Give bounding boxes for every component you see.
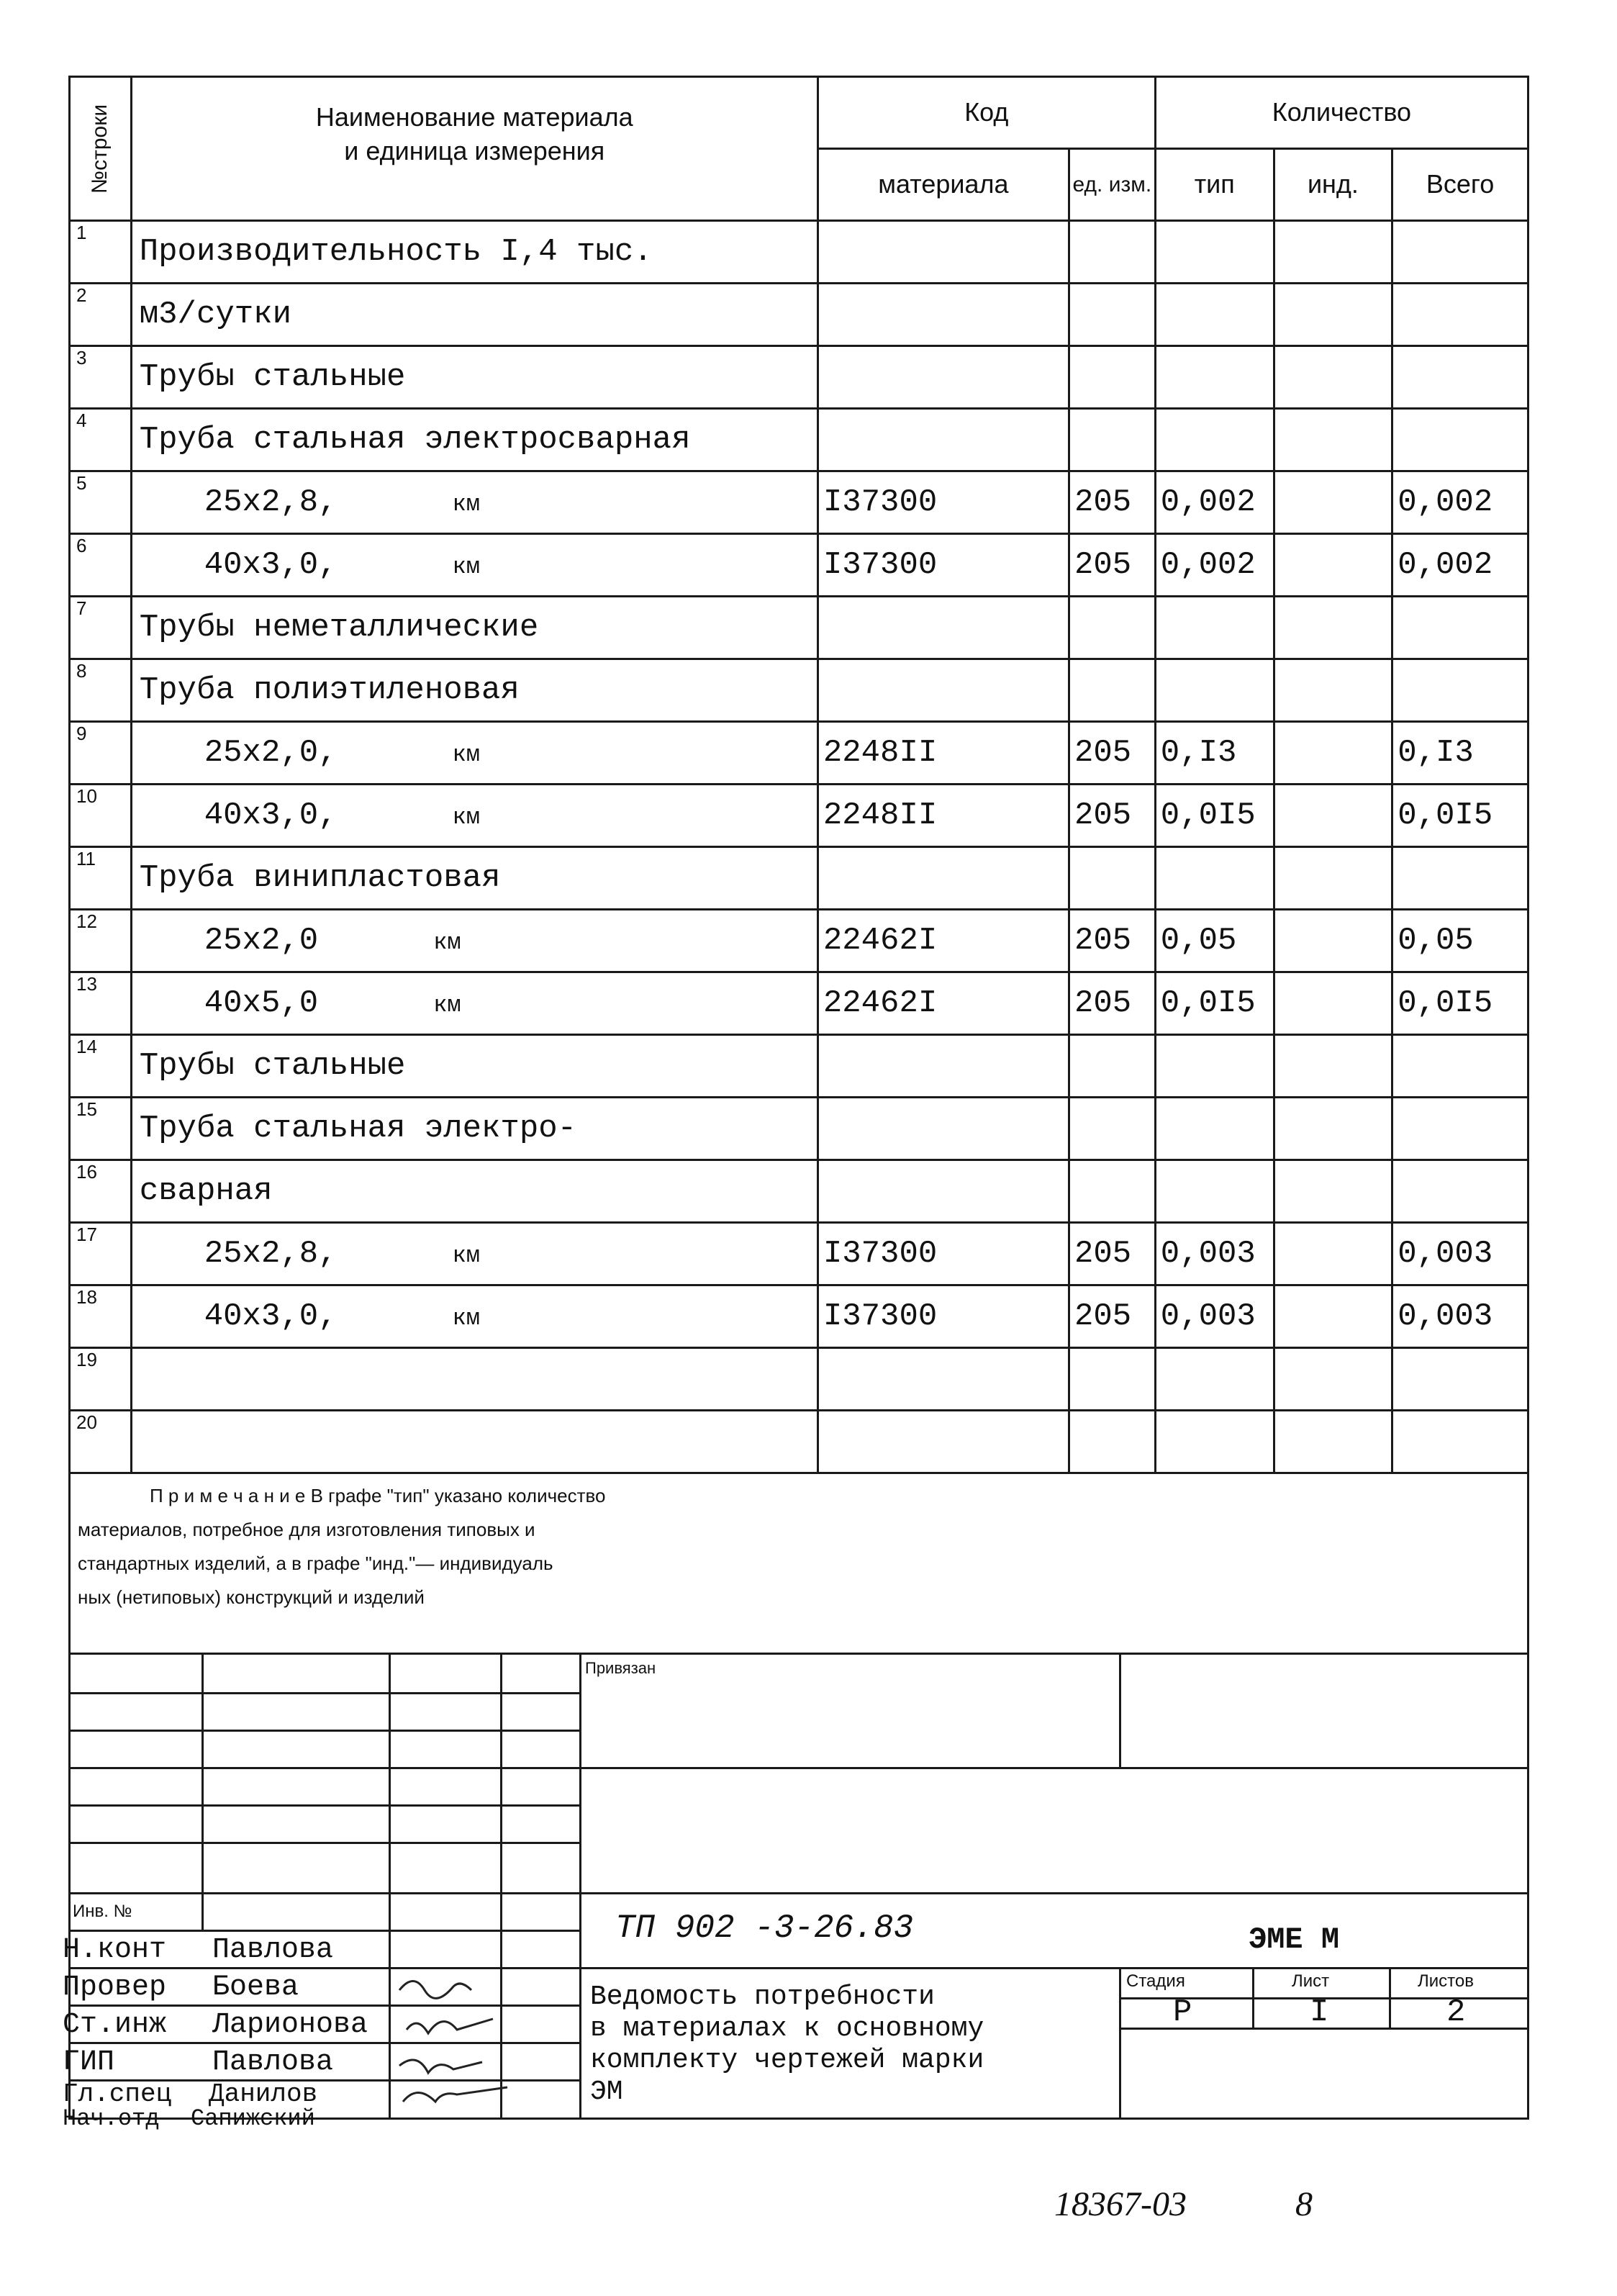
- row-number: 4: [70, 409, 132, 471]
- unit-label: км: [452, 741, 480, 768]
- total-quantity: [1392, 1035, 1528, 1098]
- grid-line: [1389, 1967, 1391, 2028]
- table-row: [70, 1160, 1528, 1223]
- drawing-mark: ЭМЕ М: [1249, 1922, 1340, 1957]
- signature-role: Провер: [63, 1971, 167, 2004]
- archive-number: 18367-03: [1054, 2185, 1187, 2223]
- document-title: Ведомость потребности в материалах к основному комплекту чертежей марки ЭМ: [590, 1981, 984, 2107]
- unit-code: 205: [1069, 1223, 1155, 1285]
- total-quantity: [1392, 346, 1528, 409]
- grid-line: [68, 1892, 1529, 1894]
- table-row: [70, 534, 1528, 597]
- unit-label: км: [452, 1242, 480, 1269]
- signature-name: Сапижский: [191, 2105, 315, 2132]
- ind-quantity: [1274, 534, 1392, 597]
- material-code: [817, 1348, 1069, 1411]
- typ-quantity: [1155, 847, 1274, 910]
- handwritten-signatures: [392, 1969, 579, 2120]
- row-number: 8: [70, 659, 132, 722]
- material-code: I37300: [817, 471, 1069, 534]
- grid-line: [1252, 1967, 1254, 2028]
- table-row: [70, 972, 1528, 1035]
- table-row: [70, 1285, 1528, 1348]
- unit-code: [1069, 597, 1155, 659]
- total-quantity: [1392, 1348, 1528, 1411]
- grid-line: [68, 1930, 579, 1932]
- table-row: [70, 597, 1528, 659]
- document-code: ТП 902 -3-26.83: [615, 1909, 914, 1947]
- material-name: 40х3,0, км: [131, 1285, 817, 1348]
- total-quantity: [1392, 1098, 1528, 1160]
- material-name: Трубы стальные: [131, 346, 817, 409]
- row-number: 14: [70, 1035, 132, 1098]
- row-number: 9: [70, 722, 132, 785]
- typ-quantity: [1155, 597, 1274, 659]
- total-quantity: 0,003: [1392, 1285, 1528, 1348]
- signature-name: Павлова: [212, 1934, 334, 1966]
- typ-quantity: [1155, 1035, 1274, 1098]
- row-number: 15: [70, 1098, 132, 1160]
- unit-header: ед. изм.: [1069, 149, 1155, 221]
- material-name: Производительность I,4 тыс.: [131, 221, 817, 284]
- total-quantity: 0,0I5: [1392, 972, 1528, 1035]
- ind-quantity: [1274, 1098, 1392, 1160]
- row-number: 18: [70, 1285, 132, 1348]
- row-number: 7: [70, 597, 132, 659]
- typ-quantity: 0,0I5: [1155, 785, 1274, 847]
- unit-label: км: [433, 992, 461, 1018]
- material-code: 22462I: [817, 910, 1069, 972]
- ind-quantity: [1274, 847, 1392, 910]
- unit-label: км: [452, 804, 480, 831]
- material-name: сварная: [131, 1160, 817, 1223]
- ind-quantity: [1274, 1160, 1392, 1223]
- unit-label: км: [452, 491, 480, 517]
- material-code: [817, 1098, 1069, 1160]
- signature-role: Гл.спец: [63, 2079, 172, 2109]
- table-row: [70, 1098, 1528, 1160]
- unit-code: [1069, 221, 1155, 284]
- total-header: Всего: [1392, 149, 1528, 221]
- ind-quantity: [1274, 471, 1392, 534]
- typ-quantity: 0,002: [1155, 534, 1274, 597]
- ind-quantity: [1274, 910, 1392, 972]
- unit-code: [1069, 1160, 1155, 1223]
- grid-line: [68, 1730, 579, 1732]
- material-code-header: материала: [817, 149, 1069, 221]
- material-name: 40х3,0, км: [131, 534, 817, 597]
- material-code: I37300: [817, 1285, 1069, 1348]
- grid-line: [68, 1967, 1529, 1969]
- materials-table: [68, 76, 1529, 1474]
- row-number: 20: [70, 1411, 132, 1473]
- material-name: 40х3,0, км: [131, 785, 817, 847]
- note-line: материалов, потребное для изготовления типовых и: [78, 1519, 535, 1540]
- unit-code: 205: [1069, 1285, 1155, 1348]
- material-name: Труба стальная электро-: [131, 1098, 817, 1160]
- unit-code: 205: [1069, 471, 1155, 534]
- title-block-divider: [579, 1655, 581, 2120]
- total-quantity: [1392, 597, 1528, 659]
- material-name: 25х2,8, км: [131, 471, 817, 534]
- ind-quantity: [1274, 597, 1392, 659]
- typ-quantity: [1155, 1160, 1274, 1223]
- signature-name: Ларионова: [212, 2009, 368, 2041]
- ind-quantity: [1274, 659, 1392, 722]
- row-number: 5: [70, 471, 132, 534]
- row-number: 10: [70, 785, 132, 847]
- unit-code: [1069, 284, 1155, 346]
- material-code: I37300: [817, 1223, 1069, 1285]
- signature-name: Данилов: [209, 2079, 318, 2109]
- note-line: П р и м е ч а н и е В графе "тип" указано количество: [150, 1485, 606, 1506]
- table-row: [70, 346, 1528, 409]
- row-number: 19: [70, 1348, 132, 1411]
- row-number: 17: [70, 1223, 132, 1285]
- material-name: 25х2,0, км: [131, 722, 817, 785]
- material-code: [817, 1411, 1069, 1473]
- typ-quantity: [1155, 1098, 1274, 1160]
- ind-quantity: [1274, 1223, 1392, 1285]
- material-name: 25х2,8, км: [131, 1223, 817, 1285]
- material-code: 22462I: [817, 972, 1069, 1035]
- table-row: [70, 722, 1528, 785]
- unit-code: 205: [1069, 972, 1155, 1035]
- material-code: [817, 847, 1069, 910]
- total-quantity: [1392, 1160, 1528, 1223]
- unit-code: [1069, 1035, 1155, 1098]
- material-code: [817, 1035, 1069, 1098]
- total-quantity: 0,003: [1392, 1223, 1528, 1285]
- ind-quantity: [1274, 1285, 1392, 1348]
- table-row: [70, 1223, 1528, 1285]
- unit-code: [1069, 1098, 1155, 1160]
- row-number: 3: [70, 346, 132, 409]
- typ-quantity: 0,003: [1155, 1285, 1274, 1348]
- ind-quantity: [1274, 1411, 1392, 1473]
- row-number: 16: [70, 1160, 132, 1223]
- page-number: 8: [1295, 2185, 1313, 2223]
- signature-name: Боева: [212, 1971, 299, 2004]
- unit-code: 205: [1069, 785, 1155, 847]
- table-row: [70, 1411, 1528, 1473]
- grid-line: [68, 1804, 579, 1807]
- material-name: м3/сутки: [131, 284, 817, 346]
- typ-quantity: 0,0I5: [1155, 972, 1274, 1035]
- unit-label: км: [433, 929, 461, 956]
- sheet-value: I: [1310, 1994, 1329, 2030]
- total-quantity: [1392, 1411, 1528, 1473]
- material-code: [817, 597, 1069, 659]
- table-row: [70, 221, 1528, 284]
- ind-quantity: [1274, 346, 1392, 409]
- table-row: [70, 847, 1528, 910]
- note-line: ных (нетиповых) конструкций и изделий: [78, 1586, 425, 1608]
- material-code: [817, 659, 1069, 722]
- table-row: [70, 1035, 1528, 1098]
- typ-quantity: 0,003: [1155, 1223, 1274, 1285]
- unit-code: 205: [1069, 722, 1155, 785]
- grid-line: [1119, 1655, 1121, 1767]
- unit-code: [1069, 1411, 1155, 1473]
- code-header: Код: [817, 77, 1155, 149]
- grid-line: [68, 1842, 579, 1844]
- row-number-header: №строки: [70, 77, 132, 221]
- material-code: [817, 346, 1069, 409]
- row-number: 13: [70, 972, 132, 1035]
- row-number: 11: [70, 847, 132, 910]
- unit-code: 205: [1069, 534, 1155, 597]
- typ-quantity: 0,05: [1155, 910, 1274, 972]
- signature-role: Н.конт: [63, 1934, 167, 1966]
- total-quantity: 0,002: [1392, 471, 1528, 534]
- typ-quantity: [1155, 284, 1274, 346]
- typ-quantity: [1155, 221, 1274, 284]
- material-name: Труба винипластовая: [131, 847, 817, 910]
- unit-code: [1069, 346, 1155, 409]
- total-quantity: [1392, 659, 1528, 722]
- inventory-number-label: Инв. №: [73, 1902, 132, 1921]
- unit-code: 205: [1069, 910, 1155, 972]
- material-code: 2248II: [817, 722, 1069, 785]
- note-line: стандартных изделий, а в графе "инд."— индивидуаль: [78, 1552, 553, 1574]
- row-number: 2: [70, 284, 132, 346]
- name-header: Наименование материала и единица измерения: [131, 77, 817, 221]
- unit-code: [1069, 847, 1155, 910]
- material-code: I37300: [817, 534, 1069, 597]
- total-quantity: [1392, 409, 1528, 471]
- material-name: Трубы неметаллические: [131, 597, 817, 659]
- unit-label: км: [452, 1305, 480, 1332]
- grid-line: [68, 1692, 579, 1694]
- typ-quantity: 0,002: [1155, 471, 1274, 534]
- material-name: Трубы стальные: [131, 1035, 817, 1098]
- material-name: 25х2,0 км: [131, 910, 817, 972]
- table-row: [70, 659, 1528, 722]
- table-row: [70, 785, 1528, 847]
- total-quantity: [1392, 847, 1528, 910]
- total-quantity: 0,05: [1392, 910, 1528, 972]
- typ-quantity: [1155, 1348, 1274, 1411]
- total-quantity: 0,0I5: [1392, 785, 1528, 847]
- quantity-header: Количество: [1155, 77, 1528, 149]
- ind-quantity: [1274, 722, 1392, 785]
- material-code: 2248II: [817, 785, 1069, 847]
- material-code: [817, 284, 1069, 346]
- signature-role: Нач.отд: [63, 2105, 160, 2132]
- note-block: [68, 1473, 1529, 1655]
- total-quantity: [1392, 221, 1528, 284]
- unit-code: [1069, 1348, 1155, 1411]
- total-quantity: 0,I3: [1392, 722, 1528, 785]
- typ-quantity: [1155, 409, 1274, 471]
- ind-header: инд.: [1274, 149, 1392, 221]
- stage-label: Стадия: [1126, 1971, 1185, 1991]
- material-name: [131, 1411, 817, 1473]
- material-code: [817, 409, 1069, 471]
- total-quantity: [1392, 284, 1528, 346]
- ind-quantity: [1274, 284, 1392, 346]
- typ-header: тип: [1155, 149, 1274, 221]
- row-number: 6: [70, 534, 132, 597]
- sheets-value: 2: [1446, 1994, 1466, 2030]
- unit-code: [1069, 659, 1155, 722]
- signature-name: Павлова: [212, 2046, 334, 2079]
- typ-quantity: [1155, 1411, 1274, 1473]
- material-name: 40х5,0 км: [131, 972, 817, 1035]
- ind-quantity: [1274, 1348, 1392, 1411]
- typ-quantity: [1155, 346, 1274, 409]
- ind-quantity: [1274, 785, 1392, 847]
- unit-code: [1069, 409, 1155, 471]
- material-name: Труба стальная электросварная: [131, 409, 817, 471]
- ind-quantity: [1274, 1035, 1392, 1098]
- material-code: [817, 221, 1069, 284]
- sheet-label: Лист: [1292, 1971, 1330, 1991]
- grid-line: [68, 1767, 1529, 1769]
- table-row: [70, 284, 1528, 346]
- table-row: [70, 1348, 1528, 1411]
- material-name: Труба полиэтиленовая: [131, 659, 817, 722]
- privyazan-label: Привязан: [585, 1659, 656, 1677]
- material-code: [817, 1160, 1069, 1223]
- table-row: [70, 471, 1528, 534]
- grid-line: [389, 1655, 391, 2120]
- grid-line: [1119, 1967, 1121, 2120]
- unit-label: км: [452, 553, 480, 580]
- total-quantity: 0,002: [1392, 534, 1528, 597]
- signature-role: Ст.инж: [63, 2009, 167, 2041]
- signature-role: ГИП: [63, 2046, 115, 2079]
- ind-quantity: [1274, 972, 1392, 1035]
- typ-quantity: [1155, 659, 1274, 722]
- document-sheet: [63, 76, 1529, 2132]
- row-number: 12: [70, 910, 132, 972]
- table-row: [70, 910, 1528, 972]
- material-name: [131, 1348, 817, 1411]
- grid-line: [201, 1655, 204, 1930]
- sheets-label: Листов: [1418, 1971, 1474, 1991]
- table-row: [70, 409, 1528, 471]
- ind-quantity: [1274, 409, 1392, 471]
- row-number: 1: [70, 221, 132, 284]
- stage-value: Р: [1173, 1994, 1192, 2030]
- typ-quantity: 0,I3: [1155, 722, 1274, 785]
- ind-quantity: [1274, 221, 1392, 284]
